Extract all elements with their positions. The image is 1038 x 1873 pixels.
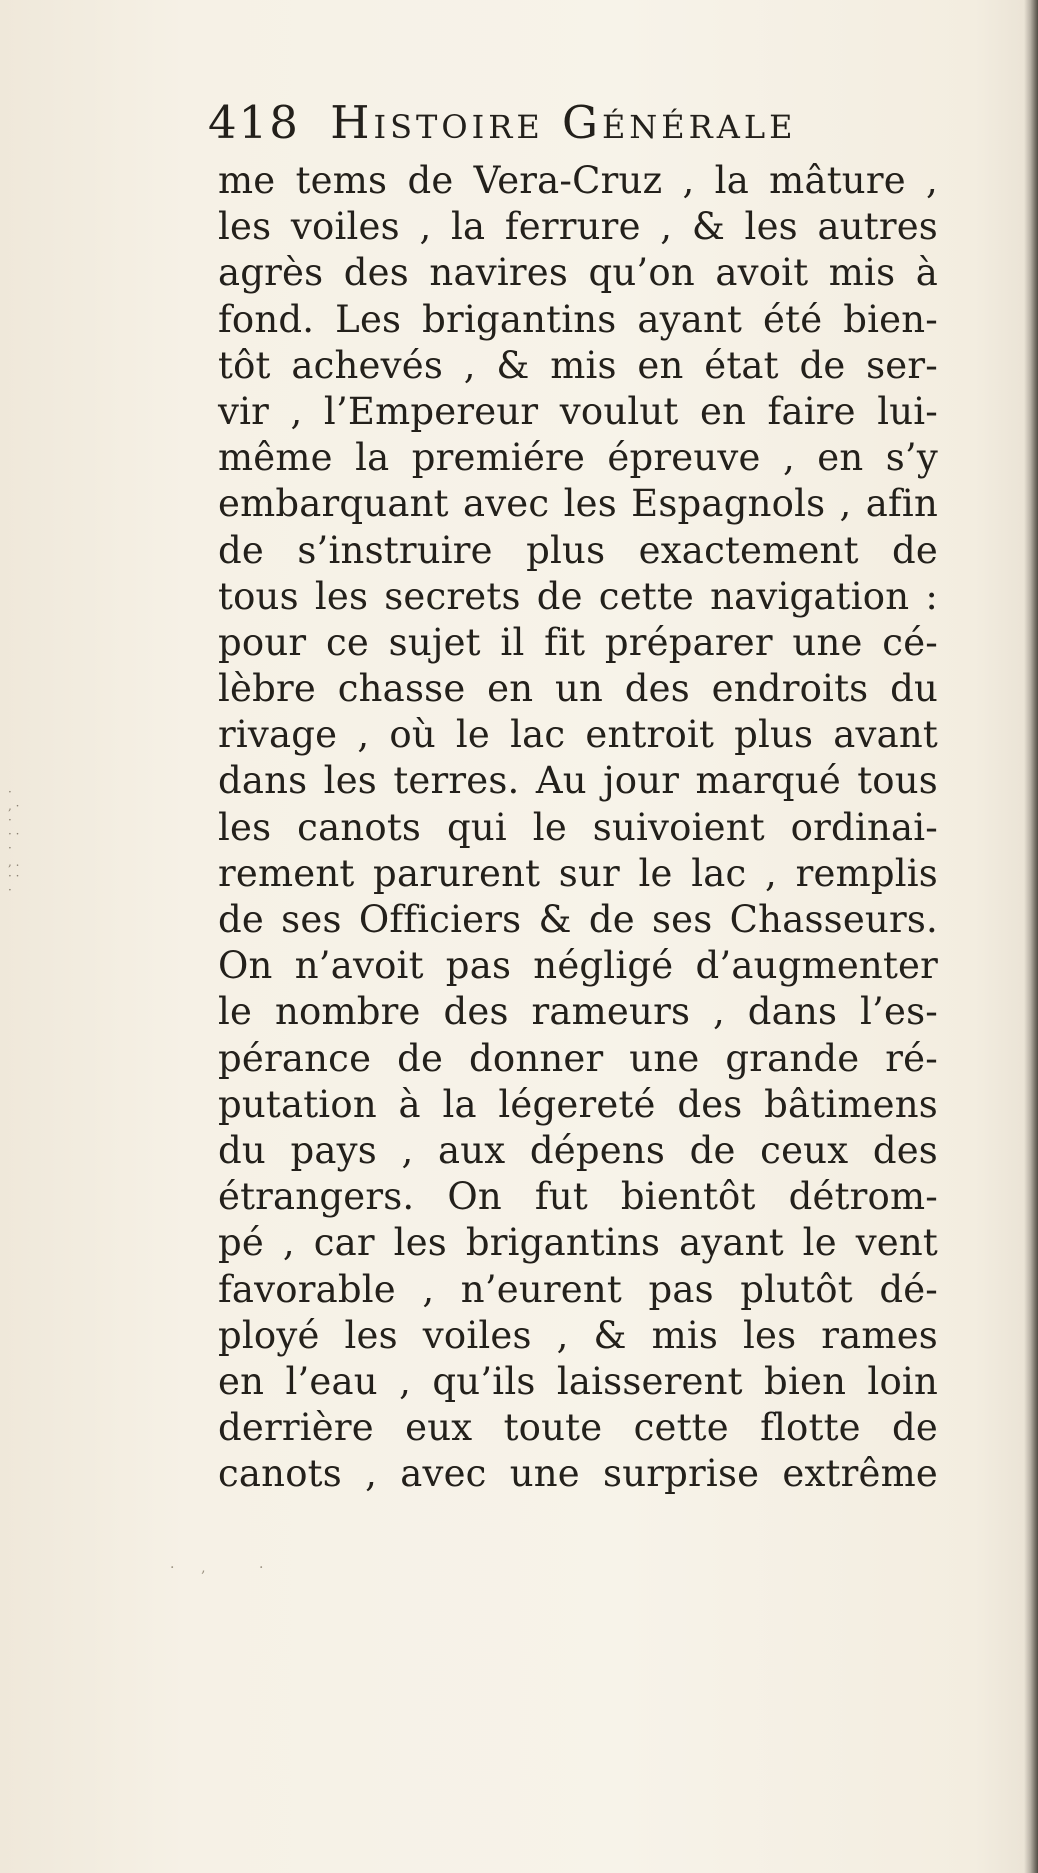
text-line: putation à la légereté des bâtimens [218,1082,938,1126]
text-line: ployé les voiles , & mis les rames [218,1313,938,1357]
page-body-text [218,158,938,1497]
text-line: même la premiére épreuve , en s’y [218,436,938,480]
text-line: tous les secrets de cette navigation : [218,574,938,618]
paper-specks: · , · [170,1560,264,1576]
page-gutter-shadow [1024,0,1038,1873]
text-line: dans les terres. Au jour marqué tous [218,759,938,803]
text-line: du pays , aux dépens de ceux des [218,1128,938,1172]
text-line: les canots qui le suivoient ordinai- [218,805,938,849]
text-line: favorable , n’eurent pas plutôt dé- [218,1267,938,1311]
text-line: derrière eux toute cette flotte de [218,1406,938,1450]
page-number: 418 [208,96,300,149]
text-line: étrangers. On fut bientôt détrom- [218,1175,938,1219]
text-line: lèbre chasse en un des endroits du [218,667,938,711]
text-line: tôt achevés , & mis en état de ser- [218,343,938,387]
text-line: me tems de Vera-Cruz , la mâture , [218,159,938,202]
text-line: rivage , où le lac entroit plus avant [218,713,938,757]
running-header [208,88,928,158]
text-line: le nombre des rameurs , dans l’es- [218,990,938,1034]
text-line: fond. Les brigantins ayant été bien- [218,297,938,341]
text-line: pour ce sujet il fit préparer une cé- [218,620,938,664]
text-line: en l’eau , qu’ils laisserent bien loin [218,1359,938,1403]
text-line: pérance de donner une grande ré- [218,1036,938,1080]
text-line: agrès des navires qu’on avoit mis à [218,251,938,295]
text-line: pé , car les brigantins ayant le vent [218,1221,938,1265]
running-head-title: Histoire Générale [330,96,797,149]
margin-bleed-marks: · , · · · · · , . · · · [8,785,20,897]
text-line: de s’instruire plus exactement de [218,528,938,572]
text-line: canots , avec une surprise extrême [218,1452,938,1496]
text-line: embarquant avec les Espagnols , afin [218,482,938,526]
text-line: vir , l’Empereur voulut en faire lui- [218,389,938,433]
text-line: On n’avoit pas négligé d’augmenter [218,944,938,988]
text-line: rement parurent sur le lac , remplis [218,851,938,895]
text-line: de ses Officiers & de ses Chasseurs. [218,898,938,941]
text-line: les voiles , la ferrure , & les autres [218,205,938,249]
